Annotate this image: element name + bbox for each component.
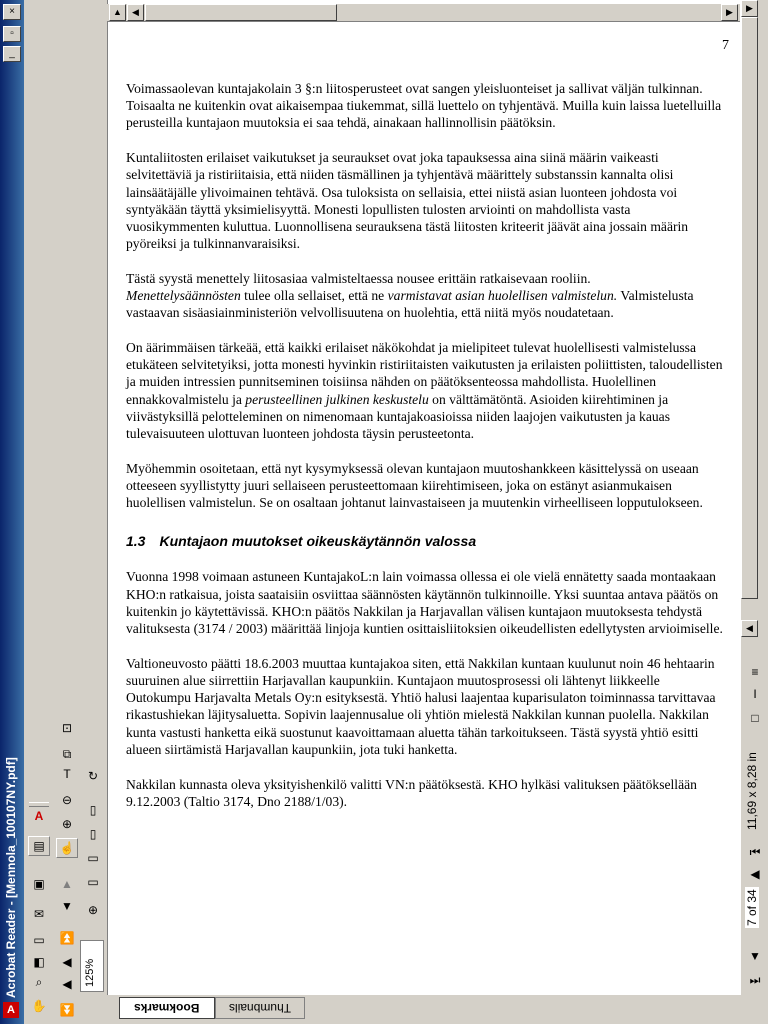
zoom-in-icon[interactable]: ⊕ (61, 817, 73, 831)
paragraph: Voimassaolevan kuntajakolain 3 §:n liitosperusteet ovat sangen yleisluonteiset ja sallivat väljän tulkinnan. Toisaalta ne kuitenkin ovat aikaisempaa tiukemmat, sillä luettelo on tyhjentävä. Muilla kuin laissa luetelluilla perusteilla kuntajaon muutoksia ei saa tehdä, ainakaan hallinnollisin päätöksin. (126, 81, 722, 131)
italic-text: varmistavat asian huolellisen valmistelun. (387, 288, 618, 304)
search-icon[interactable]: ⌕ (35, 975, 43, 989)
email-icon[interactable]: ✉ (33, 907, 45, 921)
show-hide-navigation-icon[interactable]: ◧ (33, 955, 45, 969)
paragraph: Kuntaliitosten erilaiset vaikutukset ja seuraukset ovat joka tapauksessa aina siinä määrin vaikeasti selvitettäviä ja ristiriitaisia, että niiden täsmällinen ja tyhjentävä määrittely substanssin kannalta olisi lainsäätäjälle ylivoimainen tehtävä. Osa tuloksista on sellaisia, ettei niistä asian luonteen johdosta voi syntyäkään täyttä yksimielisyyttä. Monesti lopullisten tulosten arviointi on mahdollista vasta vuosikymmenten kuluttua. Luonnollisena seurauksena tästä liitosten kriteerit jäävät aina jossain määrin pyöreiksi ja tulkinnanvaraisiksi. (126, 150, 689, 252)
print-icon[interactable]: ▤ (28, 836, 50, 856)
zoom-level-field[interactable] (80, 940, 104, 992)
text-run: Tästä syystä menettely liitosasiaa valmisteltaessa nousee erittäin ratkaisevaan rooliin. (126, 270, 591, 286)
text-select-icon[interactable]: T (63, 767, 71, 781)
scroll-down-icon[interactable]: ◀ (741, 620, 758, 637)
paragraph: Myöhemmin osoitetaan, että nyt kysymyksessä olevan kuntajaon muutoshankkeen käsittelyssä on useaan otteeseen syyllistytty juuri sellaiseen perusteettomaan kiirehtimiseen, joka on estänyt asianmukaisen huolellisen valmistelun. Se on osaltaan johtanut lainvastaiseen ja muutenkin virheelliseen lopputulokseen. (126, 460, 703, 511)
zoom-plus-icon[interactable]: ⊕ (87, 903, 99, 917)
paragraph: Nakkilan kunnasta oleva yksityishenkilö valitti VN:n päätöksestä. KHO hylkäsi valituksen päätöksellään 9.12.2003 (Taltio 3174, Dno 2188/1/03). (126, 776, 697, 809)
paragraph (126, 339, 726, 442)
select-graphics-icon[interactable]: ⊡ (61, 721, 73, 735)
window-title (3, 668, 21, 998)
italic-text: perusteellinen julkinen keskustelu (245, 391, 429, 407)
open-icon[interactable]: ▭ (33, 933, 45, 947)
hand-icon[interactable]: ✋ (31, 999, 47, 1013)
text-run: on välttämätöntä. Asioiden kiirehtiminen ja viivästyksillä pelotteleminen on nimenomaan kuntajakoasioissa niiden laajojen vaikutusten ja kauas tulevaisuuteen ulottuvan luonteen johdosta täysin perusteetonta. (126, 391, 670, 441)
paragraph: Vuonna 1998 voimaan astuneen KuntajakoL:n lain voimassa ollessa ei ole vielä ennätetty saada montaakaan KHO:n ratkaisua, joista saataisiin osviittaa säännösten käytännön tulkinnoille. Yksi suuntaa antava päätös on kuitenkin jo käytettävissä. KHO:n päätös Nakkilan ja Harjavallan välisen kuntajaon muutoksesta tehdystä valituksesta (3174 / 2003) määrittää linjoja kuntien osittaisliitoksien oikeudellisten edellytysten arvioimiselle. (126, 569, 723, 637)
tab-thumbnails[interactable] (215, 997, 305, 1019)
fit-page-icon[interactable]: ▯ (89, 827, 97, 841)
scroll-up-icon[interactable]: ▶ (741, 0, 758, 17)
paragraph: Valtioneuvosto päätti 18.6.2003 muuttaa kuntajakoa siten, että Nakkilan kuntaan kuulunut noin 46 hehtaarin suuruinen alue siirrettiin Harjavallan kaupunkiin. Kuntajaon muutosprosessi oli lähtenyt liikkeelle Outokumpu Harjavalta Metals Oy:n esityksestä. Yhtiö halusi laajentaa kuparisulaton toiminnassa tarvittavaa rikastushiekan läjitysaluetta. Sopivin laajennusalue oli yhtiön mielestä Nakkilan kunnan puolella. Nakkilan kunta vastusti hanketta eikä suostunut kaavoittamaan aluetta tähän tarkoitukseen. Tästä syystä yhtiö esitti alueen siirtämistä Harjavallan kaupunkiin, jota tuki hanketta. (126, 655, 716, 757)
title-bar (0, 0, 24, 1024)
tab-bookmarks[interactable] (119, 997, 215, 1019)
next-page-status-icon[interactable]: ▼ (749, 949, 761, 963)
status-bar (741, 640, 768, 1000)
horizontal-scroll-thumb[interactable] (145, 4, 337, 21)
page-number: 7 (722, 38, 729, 53)
text-run: tulee olla sellaiset, että ne (240, 288, 388, 304)
previous-page-icon[interactable]: ▼ (61, 899, 73, 913)
actual-size-icon[interactable]: ▯ (89, 803, 97, 817)
tab-thumbnails-label: Thumbnails (228, 1001, 292, 1015)
document-view[interactable] (107, 0, 741, 995)
zoom-out-icon[interactable]: ⊖ (61, 793, 73, 807)
tab-bookmarks-label: Bookmarks (134, 1001, 200, 1015)
scroll-left-icon[interactable]: ▲ (109, 4, 126, 21)
scroll-right-icon[interactable]: ◀ (127, 4, 144, 21)
section-heading (126, 533, 726, 550)
page-size-label: 11,69 x 8,28 in (745, 752, 759, 830)
first-page-icon[interactable]: ▲ (61, 877, 73, 891)
vertical-scrollbar[interactable] (741, 0, 758, 640)
first-page-status-icon[interactable]: ⏮ (749, 845, 761, 859)
toolbar-view (80, 760, 106, 940)
scroll-end-icon[interactable]: ▶ (721, 4, 738, 21)
go-forward-icon[interactable]: ◀ (62, 977, 72, 991)
zoom-level-value: 125% (84, 958, 96, 987)
prev-page-status-icon[interactable]: ◀ (750, 867, 760, 881)
acrobat-logo-icon[interactable]: A (34, 809, 44, 823)
single-page-icon[interactable]: ≡ (751, 665, 759, 679)
pdf-page (108, 22, 741, 995)
vertical-scroll-thumb[interactable] (741, 17, 758, 599)
window-title-text: Acrobat Reader - [Mennola_100107NY.pdf] (4, 757, 18, 998)
continuous-icon[interactable]: I (753, 687, 757, 701)
close-icon[interactable]: × (3, 4, 21, 20)
toolbar-navigation (54, 712, 78, 1024)
last-page-status-icon[interactable]: ⏭ (749, 973, 761, 987)
section-title: Kuntajaon muutokset oikeuskäytännön valossa (159, 533, 477, 550)
save-icon[interactable]: ▣ (33, 877, 45, 891)
minimize-icon[interactable]: _ (3, 46, 21, 62)
text-run: On äärimmäisen tärkeää, että kaikki erilaiset näkökohdat ja mielipiteet tulevat huolellisesti valmistelussa etukäteen selvitetyiksi, jotta monesti hyvinkin ristiriitaisten vaikutusten ja erilaisten poliittisten, taloudellisten ja muiden intressien punnitseminen toisiinsa nähden on päätöksenteossa mahdollista. Huolellinen ennakkovalmistelu ja (126, 339, 723, 407)
rotate-view-icon[interactable]: ↻ (87, 769, 99, 783)
page-indicator[interactable]: 7 of 34 (745, 889, 759, 926)
page-text (126, 80, 726, 827)
horizontal-scrollbar[interactable] (107, 4, 740, 22)
go-back-icon[interactable]: ◀ (62, 955, 72, 969)
text-run: Valmistelusta vastaavan sisäasiainministeriön velvollisuutena on huolehtia, että niitä myös noudatetaan. (126, 288, 694, 321)
last-page-icon[interactable]: ⏫ (59, 931, 75, 945)
facing-pages-icon[interactable]: □ (751, 711, 759, 725)
toolbar-file (26, 800, 52, 1024)
paragraph (126, 270, 726, 322)
italic-text: Menettelysäännösten (126, 288, 241, 304)
acrobat-app-icon[interactable]: A (3, 1002, 19, 1018)
next-page-icon[interactable]: ⏬ (59, 1003, 75, 1017)
fit-width-icon[interactable]: ▭ (87, 851, 99, 865)
section-number: 1.3 (126, 533, 146, 550)
hand-tool-icon[interactable]: ☝ (56, 838, 78, 858)
restore-icon[interactable]: ▫ (3, 26, 21, 42)
navigation-tabs (107, 995, 740, 1024)
fit-visible-icon[interactable]: ▭ (87, 875, 99, 889)
snapshot-icon[interactable]: ⧉ (62, 747, 72, 761)
